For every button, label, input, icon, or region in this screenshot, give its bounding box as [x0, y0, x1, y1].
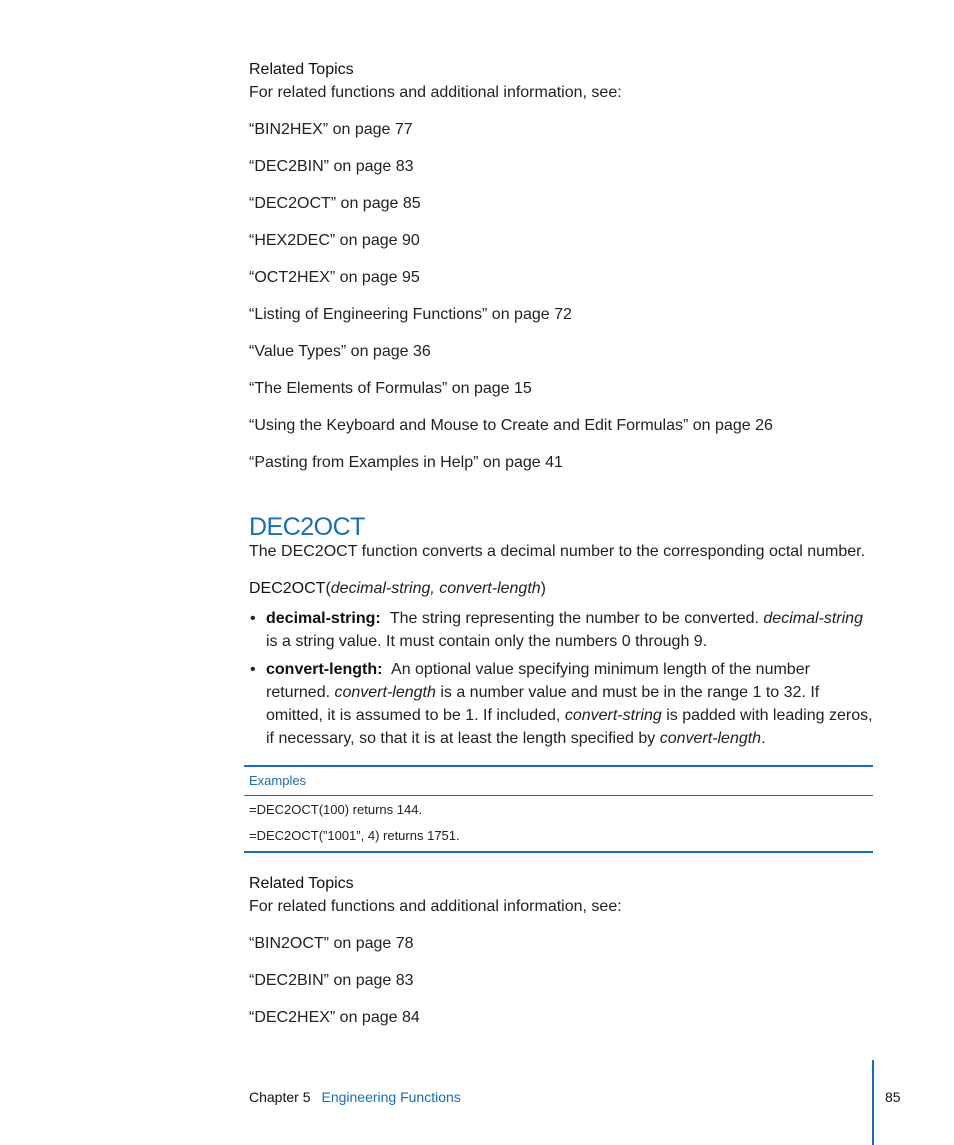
syntax-arg-decimal-string: decimal-string	[330, 580, 431, 597]
argument-text: is a string value. It must contain only the numbers 0 through 9.	[266, 633, 708, 650]
footer-divider	[872, 1060, 874, 1145]
related-topics-intro: For related functions and additional information, see:	[249, 84, 622, 101]
footer-chapter-title[interactable]: Engineering Functions	[321, 1089, 461, 1105]
argument-list	[249, 607, 875, 750]
related-topic-link[interactable]: “The Elements of Formulas” on page 15	[249, 380, 532, 397]
related-topic-link[interactable]: “DEC2BIN” on page 83	[249, 972, 414, 989]
argument-italic-term: decimal-string	[763, 610, 863, 627]
related-topic-link[interactable]: “DEC2HEX” on page 84	[249, 1009, 420, 1026]
related-topic-link[interactable]: “Listing of Engineering Functions” on page 72	[249, 306, 572, 323]
related-topic-link[interactable]: “BIN2OCT” on page 78	[249, 935, 414, 952]
argument-text: is a number value and must be in the range 1 to 32. If omitted, it is assumed to be 1. If included,	[266, 684, 820, 724]
syntax-function-name: DEC2OCT	[249, 580, 326, 597]
related-topic-link[interactable]: “HEX2DEC” on page 90	[249, 232, 420, 249]
argument-name: convert-length:	[266, 661, 383, 678]
argument-italic-term: convert-length	[334, 684, 436, 701]
syntax-separator: ,	[430, 580, 440, 597]
bullet-marker: •	[250, 661, 256, 678]
function-syntax	[249, 577, 875, 600]
examples-heading: Examples	[244, 767, 873, 796]
main-content	[249, 58, 875, 766]
page-footer	[249, 1088, 461, 1106]
related-topic-link[interactable]: “Pasting from Examples in Help” on page 41	[249, 454, 563, 471]
related-topic-link[interactable]: “DEC2OCT” on page 85	[249, 195, 421, 212]
syntax-close-paren: )	[540, 580, 546, 597]
related-topics-heading: Related Topics	[249, 875, 354, 892]
related-topics-list	[249, 118, 875, 474]
argument-text: .	[761, 730, 766, 747]
related-topic-link[interactable]: “Value Types” on page 36	[249, 343, 431, 360]
argument-name: decimal-string:	[266, 610, 381, 627]
argument-italic-term: convert-length	[659, 730, 762, 747]
related-topics-intro: For related functions and additional information, see:	[249, 898, 622, 915]
syntax-arg-convert-length: convert-length	[439, 580, 541, 597]
bullet-marker: •	[250, 610, 256, 627]
argument-text: The string representing the number to be converted.	[389, 610, 764, 627]
examples-table	[244, 765, 873, 853]
function-title: DEC2OCT	[249, 513, 365, 541]
argument-italic-term: convert-string	[564, 707, 662, 724]
example-line: =DEC2OCT(100) returns 144.	[249, 802, 423, 817]
argument-text: is padded with leading zeros, if necessary, so that it is at least the length specified by	[266, 707, 873, 747]
page-number: 85	[885, 1089, 901, 1105]
related-topic-link[interactable]: “BIN2HEX” on page 77	[249, 121, 413, 138]
example-line: =DEC2OCT(”1001”, 4) returns 1751.	[249, 828, 460, 843]
syntax-open-paren: (	[325, 580, 331, 597]
function-description: The DEC2OCT function converts a decimal number to the corresponding octal number.	[249, 543, 866, 560]
related-topics-heading: Related Topics	[249, 61, 354, 78]
related-topics-list	[249, 932, 875, 1029]
related-topic-link[interactable]: “DEC2BIN” on page 83	[249, 158, 414, 175]
argument-item-convert-length	[249, 658, 875, 750]
related-topics-section-2	[249, 872, 875, 1029]
related-topic-link[interactable]: “OCT2HEX” on page 95	[249, 269, 420, 286]
related-topic-link[interactable]: “Using the Keyboard and Mouse to Create and Edit Formulas” on page 26	[249, 417, 773, 434]
argument-text: An optional value specifying minimum length of the number returned.	[266, 661, 810, 701]
footer-chapter: Chapter 5	[249, 1089, 311, 1105]
argument-item-decimal-string	[249, 607, 875, 653]
